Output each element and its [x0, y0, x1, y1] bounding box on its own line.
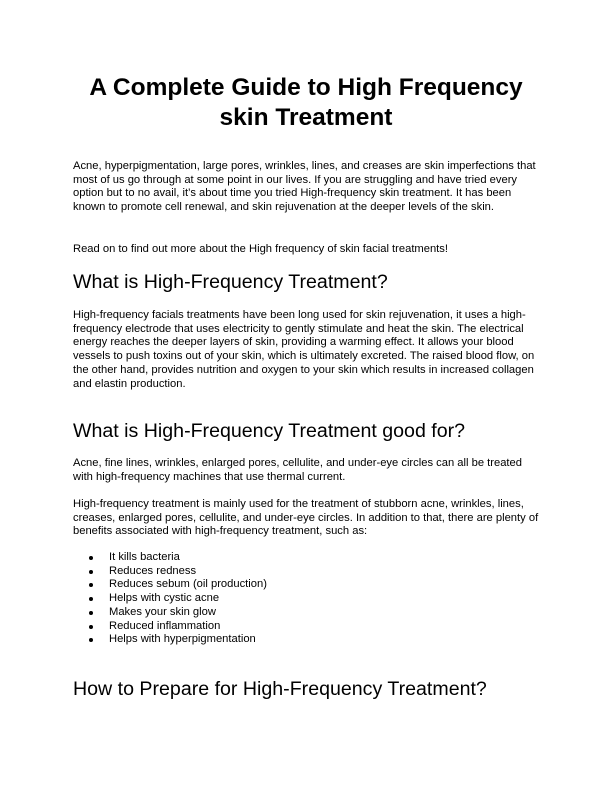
list-item: Helps with hyperpigmentation	[73, 633, 473, 647]
section-heading-good-for: What is High-Frequency Treatment good for?	[73, 420, 466, 442]
section-good-for-para-1: Acne, fine lines, wrinkles, enlarged pores, cellulite, and under-eye circles can all be treated with high-frequency machines that use thermal current.	[73, 457, 522, 483]
list-item: Reduced inflammation	[73, 620, 473, 634]
bullet-icon	[89, 625, 93, 629]
bullet-icon	[89, 583, 93, 587]
list-item: It kills bacteria	[73, 551, 473, 565]
bullet-icon	[89, 570, 93, 574]
list-item: Helps with cystic acne	[73, 592, 473, 606]
bullet-icon	[89, 638, 93, 642]
bullet-icon	[89, 611, 93, 615]
intro-paragraph: Acne, hyperpigmentation, large pores, wrinkles, lines, and creases are skin imperfections that most of us go through at some point in our lives. If you are struggling and have tried every option but to no avail, it’s about time you tried High-frequency skin treatment. It has been known to promote cell renewal, and skin rejuvenation at the deeper levels of the skin.	[73, 160, 536, 214]
document-title	[60, 73, 552, 133]
list-item: Reduces sebum (oil production)	[73, 578, 473, 592]
section-what-is-body: High-frequency facials treatments have been long used for skin rejuvenation, it uses a high-frequency electrode that uses electricity to gently stimulate and heat the skin. The electrical energy reaches the deeper layers of skin, providing a warming effect. It allows your blood vessels to push toxins out of your skin, which is ultimately excreted. The raised blood flow, on the other hand, provides nutrition and oxygen to your skin which results in increased collagen and elastin production.	[73, 309, 535, 390]
benefits-list	[73, 551, 473, 647]
section-good-for-para-2: High-frequency treatment is mainly used for the treatment of stubborn acne, wrinkles, lines, creases, enlarged pores, cellulite, and under-eye circles. In addition to that, there are plenty of benefits associated with high-frequency treatment, such as:	[73, 498, 539, 538]
list-item: Reduces redness	[73, 565, 473, 579]
read-on-paragraph: Read on to find out more about the High frequency of skin facial treatments!	[73, 243, 448, 255]
section-heading-what-is: What is High-Frequency Treatment?	[73, 271, 388, 293]
title-line-2: skin Treatment	[219, 104, 393, 131]
list-item: Makes your skin glow	[73, 606, 473, 620]
bullet-icon	[89, 556, 93, 560]
bullet-icon	[89, 597, 93, 601]
title-line-1: A Complete Guide to High Frequency	[89, 74, 523, 101]
section-heading-prepare: How to Prepare for High-Frequency Treatment?	[73, 678, 487, 700]
